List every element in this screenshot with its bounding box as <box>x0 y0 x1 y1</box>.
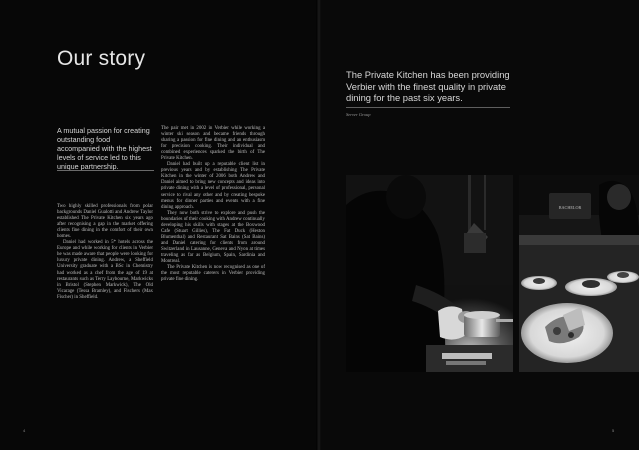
intro-divider <box>57 170 154 171</box>
chef-cooking-photo <box>346 175 513 372</box>
page-number-right: 5 <box>612 428 615 433</box>
paragraph: The pair met in 2002 in Verbier while working a winter ski season and became friends through sharing a passion for fine dining and an enthusiasm for precision cooking. Their individual and combined experiences sparked the birth of The Private Kitchen. <box>161 126 265 162</box>
body-column-left <box>57 204 153 301</box>
intro-text: A mutual passion for creating outstanding food accompanied with the highest levels of service led to this unique partnership. <box>57 126 152 171</box>
page-title: Our story <box>57 47 146 70</box>
paragraph: Daniel had worked in 5* hotels across the Europe and while working for clients in Verbier he was made aware that people were looking for luxury private dining. Andrew, a Sheffield University graduate with a BSc in Chemistry had worked as a chef from the age of 19 at restaurants such as Terry Laybourne, Markwicks in Bristol (Stephen Markwick), The Old Vicarage (Tessa Bramley), and Fischers (Max Fischer) in Sheffield. <box>57 240 153 300</box>
quote-attribution: Server Group <box>346 112 371 117</box>
paragraph: They now both strive to explore and push the boundaries of their cooking with Andrew continually developing his skills with stages at the Boxwood Cafe (Stuart Gillies), The Fat Duck (Heston Blumenthal) and Restaurant Sat Bains (Sat Bains) and Daniel catering for clients from around Switzerland in Lausanne, Geneva and Nyon at times traveling as far as Belgium, Spain, Sardinia and Montreal. <box>161 210 265 265</box>
quote-divider <box>346 107 510 108</box>
pull-quote: The Private Kitchen has been providing Verbier with the finest quality in private dining for the past six years. <box>346 69 510 104</box>
plated-dishes-photo <box>519 175 639 372</box>
page-number-left: 4 <box>23 428 26 433</box>
left-page <box>0 0 318 450</box>
body-column-right <box>161 126 265 283</box>
paragraph: The Private Kitchen is now recognised as one of the most reputable caterers in Verbier providing private fine dining. <box>161 265 265 283</box>
shelf-sign-text: BACHELOR <box>558 205 582 210</box>
paragraph: Two highly skilled professionals from polar backgrounds Daniel Gualotti and Andrew Taylor established The Private Kitchen six years ago after recognising a gap in the market offering clients fine dining in the comfort of their own homes. <box>57 204 153 240</box>
paragraph: Daniel had built up a reputable client list in previous years and by establishing The Private Kitchen in the winter of 2006 both Andrew and Daniel aimed to bring new concepts and ideas into private dining with a level of professional, personal service to rival any other and by creating bespoke menus for dinner parties and events with a fine dining approach. <box>161 162 265 210</box>
